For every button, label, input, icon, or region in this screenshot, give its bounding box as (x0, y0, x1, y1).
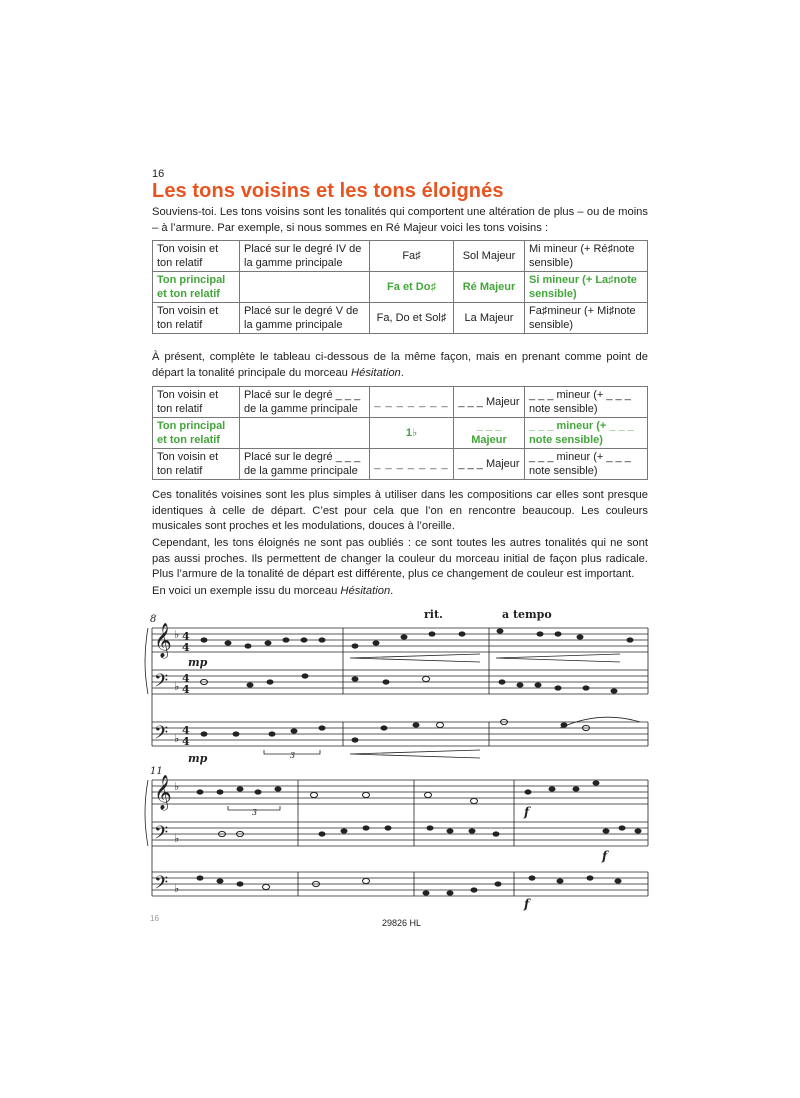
page-number: 16 (152, 168, 165, 180)
svg-text:4: 4 (182, 724, 190, 737)
svg-text:𝄢: 𝄢 (154, 671, 169, 696)
footer-code: 29826 HL (382, 918, 422, 928)
answer-blank[interactable]: _ _ _ _ _ _ _ (370, 387, 454, 418)
svg-text:♭: ♭ (174, 732, 180, 745)
table-cell: La Majeur (454, 303, 525, 334)
answer-blank[interactable]: _ _ _ mineur (+ _ _ _ note sensible) (525, 449, 648, 480)
svg-text:♭: ♭ (174, 680, 180, 693)
table-cell (240, 418, 370, 449)
dynamic-marking: f (602, 849, 608, 863)
piece-title: Hésitation (351, 366, 401, 379)
svg-text:♭: ♭ (174, 628, 180, 641)
svg-text:♭: ♭ (174, 882, 180, 895)
table-row (153, 449, 648, 480)
triplet-marking: 3 (290, 751, 296, 760)
staff-treble-2 (152, 780, 648, 804)
svg-text:𝄢: 𝄢 (154, 823, 169, 848)
svg-text:𝄢: 𝄢 (154, 873, 169, 898)
table-cell: Ton principal et ton relatif (153, 272, 240, 303)
table-cell (240, 272, 370, 303)
table-cell: Fa♯mineur (+ Mi♯note sensible) (525, 303, 648, 334)
answer-blank[interactable]: _ _ _ Majeur (454, 449, 525, 480)
footer-left-page-number: 16 (150, 914, 159, 923)
table-cell: Ré Majeur (454, 272, 525, 303)
table-cell: Mi mineur (+ Ré♯note sensible) (525, 241, 648, 272)
table-row (153, 387, 648, 418)
table-cell: Placé sur le degré IV de la gamme principale (240, 241, 370, 272)
table-cell: Ton voisin et ton relatif (153, 387, 240, 418)
svg-text:4: 4 (182, 735, 190, 748)
example-table (152, 240, 648, 334)
dynamic-marking: f (524, 897, 530, 911)
svg-text:4: 4 (182, 641, 190, 654)
table-cell: Fa♯ (370, 241, 454, 272)
table-cell: Ton voisin et ton relatif (153, 241, 240, 272)
staff-bass-2 (152, 822, 648, 846)
table-row (153, 418, 648, 449)
staff-pedal-2 (152, 872, 648, 896)
voisines-paragraph: Ces tonalités voisines sont les plus simples à utiliser dans les compositions car elles sont presque identiques à celle de départ. C’est pour cela que l’on en rencontre beaucoup. Les couleurs musicales sont proches et les modulations, douces à l’oreille. (152, 489, 648, 533)
svg-text:𝄞: 𝄞 (154, 775, 172, 810)
table-cell: Ton principal et ton relatif (153, 418, 240, 449)
svg-text:𝄞: 𝄞 (154, 623, 172, 658)
table-cell: Si mineur (+ La♯note sensible) (525, 272, 648, 303)
dynamic-marking: f (524, 805, 530, 819)
table-cell: Placé sur le degré _ _ _ de la gamme principale (240, 449, 370, 480)
eloignes-paragraph: Cependant, les tons éloignés ne sont pas oubliés : ce sont toutes les autres tonalités qui ne sont pas aussi proches. Ils permettent de changer la couleur du morceau initial de façon plus radicale. Plus l’armure de la tonalité de départ est différente, plus ce changement de couleur est important. (152, 537, 648, 581)
answer-blank[interactable]: _ _ _ _ _ _ _ (370, 449, 454, 480)
svg-text:4: 4 (182, 683, 190, 696)
music-score (140, 608, 660, 911)
table-cell: Placé sur le degré V de la gamme principale (240, 303, 370, 334)
table-cell: Sol Majeur (454, 241, 525, 272)
measure-number: 8 (150, 614, 157, 625)
table-cell: Fa et Do♯ (370, 272, 454, 303)
answer-blank[interactable]: _ _ _ mineur (+ _ _ _ note sensible) (525, 387, 648, 418)
instruction-paragraph: À présent, complète le tableau ci-dessous de la même façon, mais en prenant comme point de départ la tonalité principale du morceau Hésitation. (152, 351, 648, 379)
measure-number: 11 (150, 766, 163, 777)
dynamic-marking: mp (188, 752, 208, 765)
staff-treble-1 (152, 628, 648, 652)
dynamic-marking: mp (188, 656, 208, 669)
table-cell: Fa, Do et Sol♯ (370, 303, 454, 334)
answer-blank[interactable]: _ _ _ mineur (+ _ _ _ note sensible) (525, 418, 648, 449)
staff-pedal-1 (152, 722, 648, 746)
table-cell: 1♭ (370, 418, 454, 449)
example-intro: En voici un exemple issu du morceau Hésitation. (152, 585, 394, 597)
svg-text:♭: ♭ (174, 832, 180, 845)
staff-bass-1 (152, 670, 648, 694)
table-row (153, 272, 648, 303)
svg-text:4: 4 (182, 672, 190, 685)
svg-text:𝄢: 𝄢 (154, 723, 169, 748)
svg-text:4: 4 (182, 630, 190, 643)
piece-title: Hésitation (340, 585, 391, 597)
tempo-marking: rit. (424, 608, 443, 621)
table-row (153, 303, 648, 334)
page-title: Les tons voisins et les tons éloignés (152, 180, 504, 202)
tempo-marking: a tempo (502, 608, 552, 621)
table-cell: Ton voisin et ton relatif (153, 449, 240, 480)
answer-blank[interactable]: _ _ _ Majeur (454, 418, 525, 449)
table-cell: Ton voisin et ton relatif (153, 303, 240, 334)
exercise-table (152, 386, 648, 480)
answer-blank[interactable]: _ _ _ Majeur (454, 387, 525, 418)
triplet-marking: 3 (252, 808, 258, 817)
table-cell: Placé sur le degré _ _ _ de la gamme principale (240, 387, 370, 418)
intro-paragraph: Souviens-toi. Les tons voisins sont les tonalités qui comportent une altération de plus – ou de moins – à l’armure. Par exemple, si nous sommes en Ré Majeur voici les tons voisins : (152, 206, 648, 234)
svg-text:♭: ♭ (174, 780, 180, 793)
table-row (153, 241, 648, 272)
